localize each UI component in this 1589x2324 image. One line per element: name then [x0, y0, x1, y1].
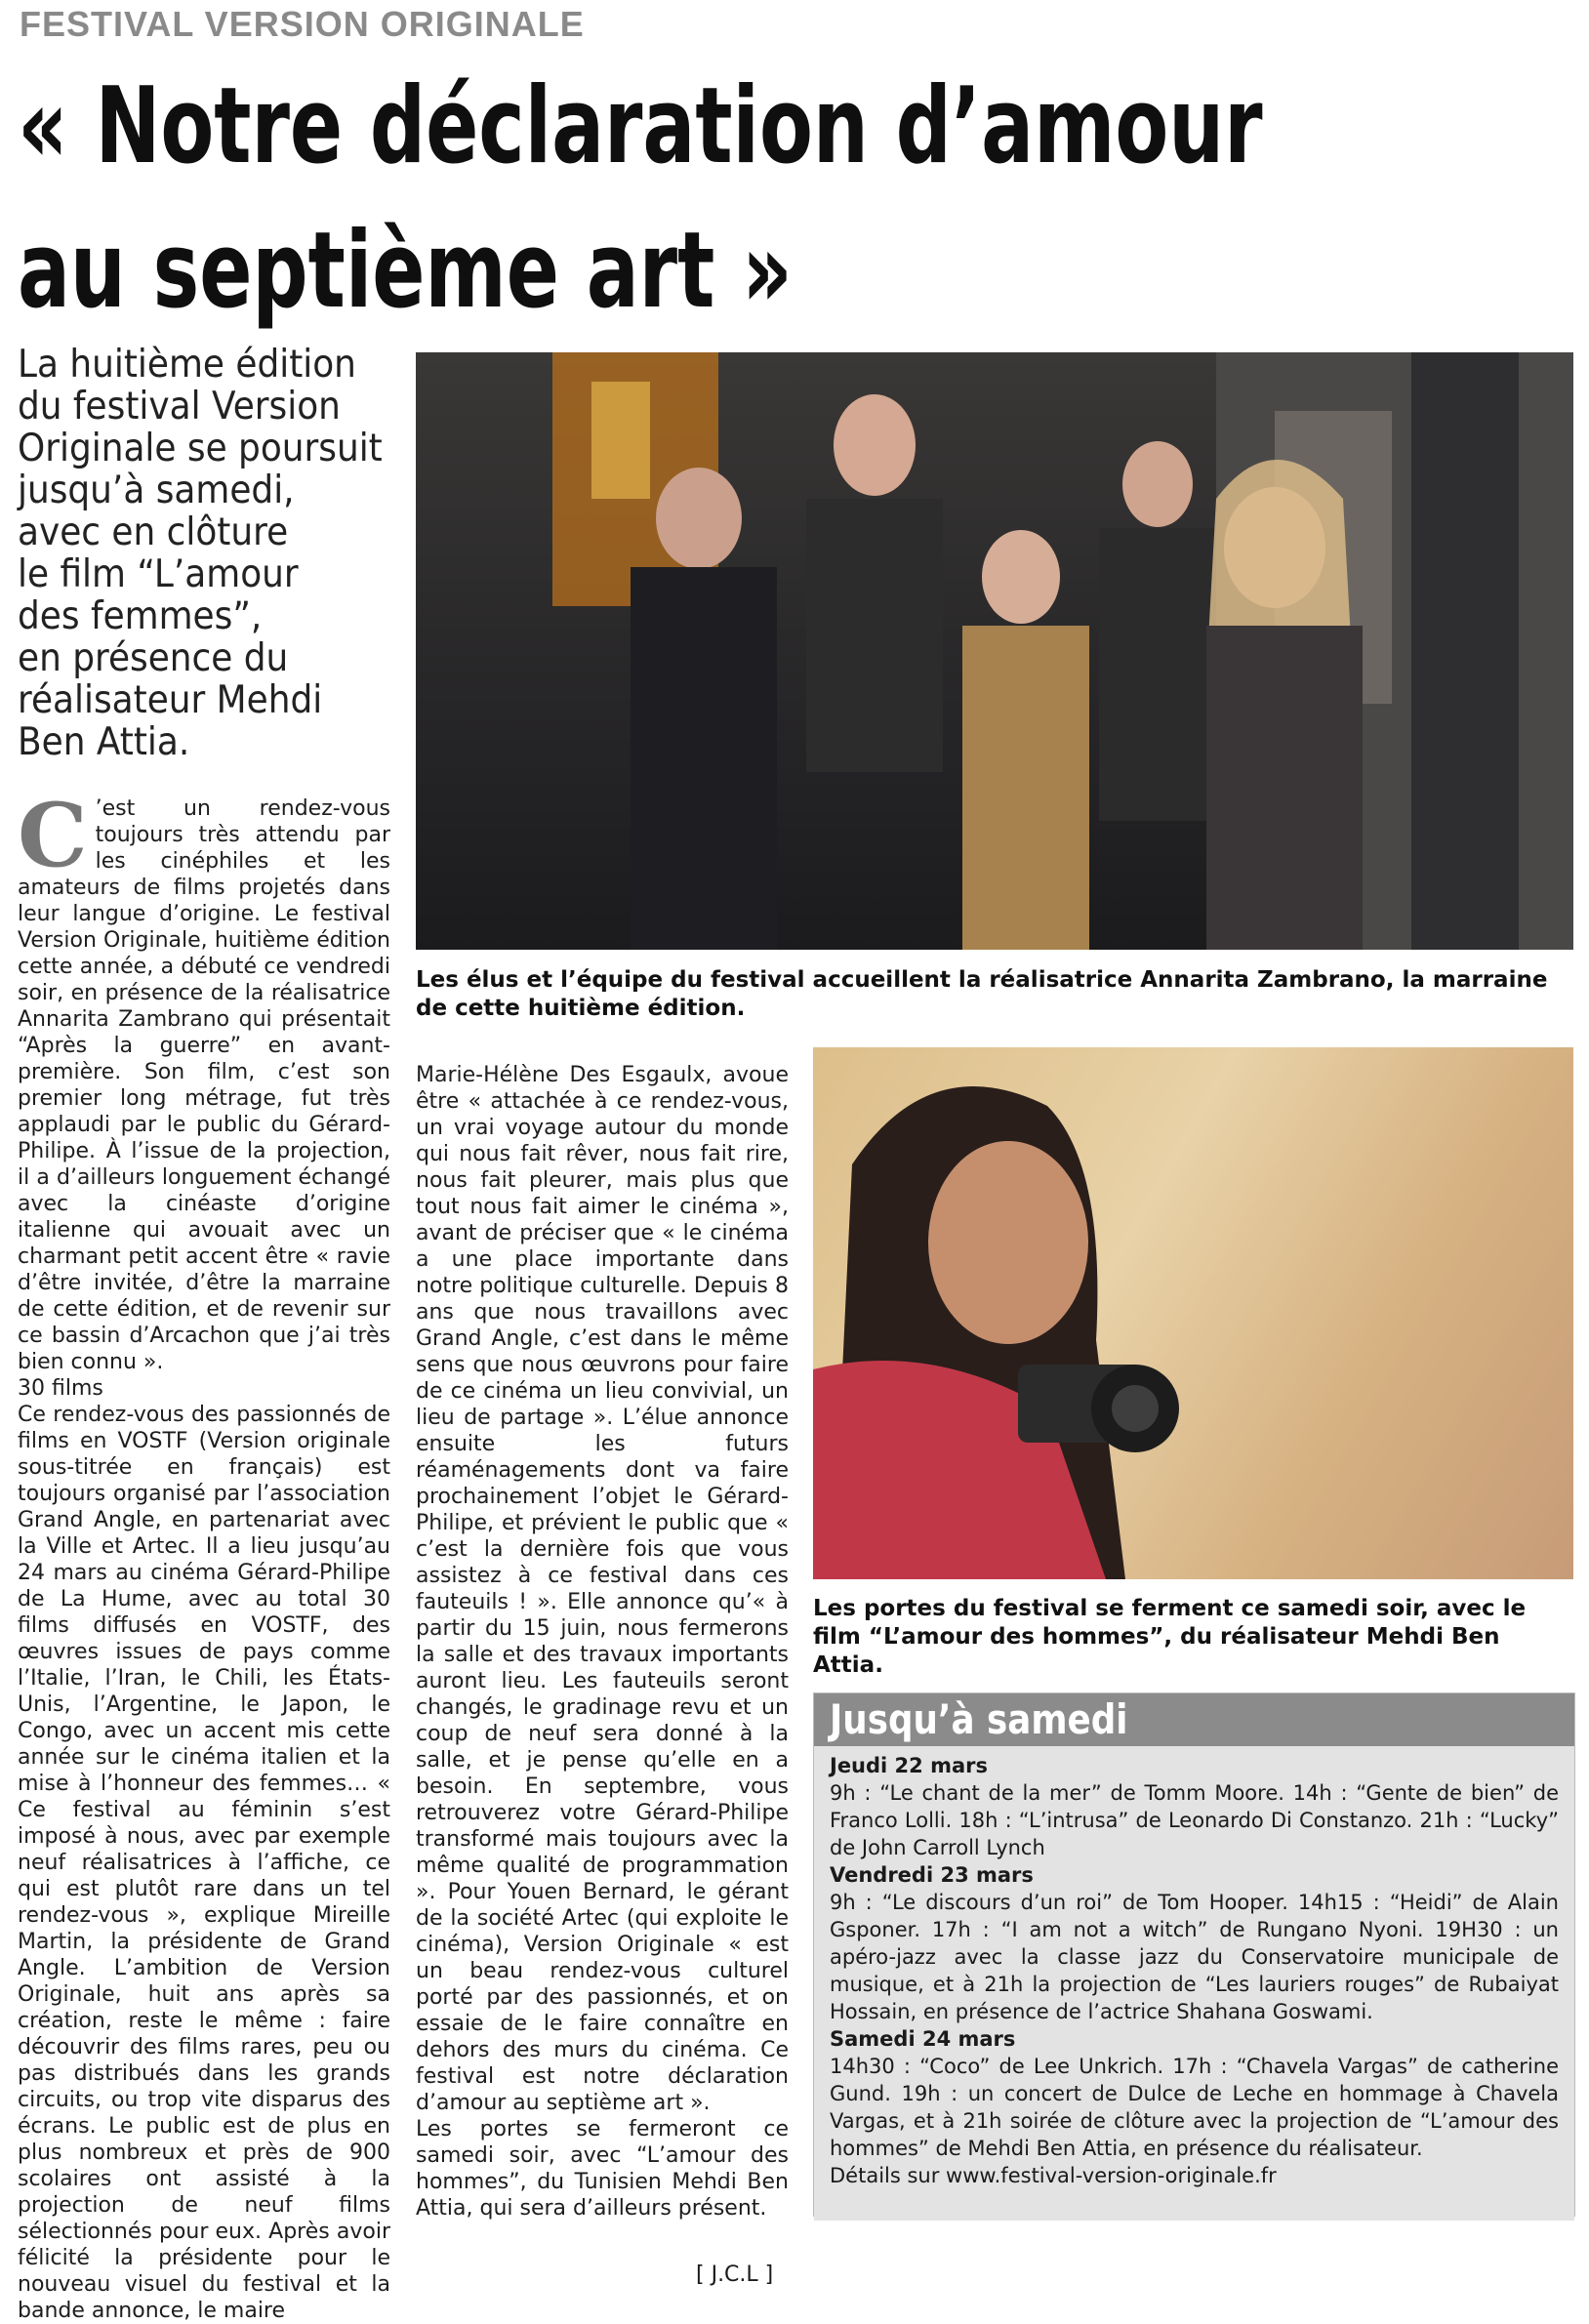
paragraph-4: Les portes se fermeront ce samedi soir, avec “L’amour des hommes”, du Tunisien Mehdi Ben Attia, qui sera d’ailleurs présent. [416, 2117, 789, 2221]
lead-line: le film “L’amour [18, 552, 299, 596]
lead-line: jusqu’à samedi, [18, 469, 295, 512]
photo-actress-camera [813, 1047, 1573, 1579]
article-column-2 [416, 1062, 789, 2282]
schedule-day-1: Jeudi 22 mars [830, 1754, 988, 1777]
schedule-day-1-text: 9h : “Le chant de la mer” de Tomm Moore. 14h : “Gente de bien” de Franco Lolli. 18h : “L’intrusa” de Leonardo Di Constanzo. 21h : “Lucky” de John Carroll Lynch [830, 1781, 1559, 1859]
photo-actress-camera-illustration [813, 1047, 1573, 1579]
author-signature: [ J.C.L ] [696, 2263, 774, 2287]
drop-cap: C [18, 784, 88, 887]
headline-line-1: « Notre déclaration d’amour [18, 65, 1263, 187]
photo-caption-actress: Les portes du festival se ferment ce samedi soir, avec le film “L’amour des hommes”, du réalisateur Mehdi Ben Attia. [813, 1596, 1527, 1678]
lead-line: des femmes”, [18, 594, 263, 638]
schedule-box-title [814, 1693, 1574, 1746]
lead-line: avec en clôture [18, 510, 289, 554]
article-column-1 [18, 784, 390, 2323]
paragraph-2: Ce rendez-vous des passionnés de films en VOSTF (Version originale sous-titrée en français) est toujours organisé par l’association Grand Angle, en partenariat avec la Ville et Artec. Il a lieu jusqu’au 24 mars au cinéma Gérard-Philipe de La Hume, avec au total 30 films diffusés en VOSTF, des œuvres issues de pays comme l’Italie, l’Iran, le Chili, les États-Unis, l’Argentine, le Japon, le Congo, avec un accent mis cette année sur le cinéma italien et la mise à l’honneur des femmes… « Ce festival au féminin s’est imposé à nous, avec par exemple neuf réalisatrices à l’affiche, ce qui est plutôt rare dans un tel rendez-vous », explique Mireille Martin, la présidente de Grand Angle. L’ambition de Version Originale, huit ans après sa création, reste le même : faire découvrir des films rares, peu ou pas distribués dans les grands circuits, ou trop vite disparus des écrans. Le public est de plus en plus nombreux et près de 900 scolaires ont assisté à la projection de neuf films sélectionnés pour eux. Après avoir félicité la présidente pour le nouveau visuel du festival et la bande annonce, le maire [18, 1403, 390, 2323]
article-headline [18, 55, 1263, 344]
schedule-day-2-text: 9h : “Le discours d’un roi” de Tom Hooper. 14h15 : “Heidi” de Alain Gsponer. 17h : “I am not a witch” de Rungano Nyoni. 19H30 : un apéro-jazz avec la classe jazz du Conservatoire municipale de musique, et à 21h la projection de “Les lauriers rouges” de Rubaiyat Hossain, en présence de l’actrice Shahana Goswami. [830, 1891, 1559, 2023]
schedule-day-3: Samedi 24 mars [830, 2027, 1016, 2051]
schedule-box-title-text: Jusqu’à samedi [830, 1695, 1128, 1743]
schedule-details-link: Détails sur www.festival-version-originale.fr [830, 2164, 1277, 2187]
lead-line: Originale se poursuit [18, 427, 383, 470]
paragraph-1 [18, 784, 390, 1375]
article-lead [18, 343, 383, 764]
schedule-box [813, 1692, 1575, 2217]
lead-line: du festival Version [18, 385, 341, 428]
paragraph-3: Marie-Hélène Des Esgaulx, avoue être « attachée à ce rendez-vous, un vrai voyage autour du monde qui nous fait rêver, nous fait rire, nous fait pleurer, mais plus que tout nous fait aimer le cinéma », avant de préciser que « le cinéma a une place importante dans notre politique culturelle. Depuis 8 ans que nous travaillons avec Grand Angle, c’est dans le même sens que nous œuvrons pour faire de ce cinéma un lieu convivial, un lieu de partage ». L’élue annonce ensuite les futurs réaménagements dont va faire prochainement l’objet le Gérard-Philipe, et prévient le public que « c’est la dernière fois que vous assistez à ce festival dans ces fauteuils ! ». Elle annonce qu’« à partir du 15 juin, nous fermerons la salle et des travaux importants auront lieu. Les fauteuils seront changés, le gradinage revu et un coup de neuf sera donné à la salle, et je pense qu’elle en a besoin. En septembre, vous retrouverez votre Gérard-Philipe transformé mais toujours avec la même qualité de programmation ». Pour Youen Bernard, le gérant de la société Artec (qui exploite le cinéma), Version Originale « est un beau rendez-vous culturel porté par des passionnés, et on essaie de le faire connaître en dehors des murs du cinéma. Ce festival est notre déclaration d’amour au septième art ». [416, 1063, 789, 2115]
paragraph-1-text: ’est un rendez-vous toujours très attendu par les cinéphiles et les amateurs de films projetés dans leur langue d’origine. Le festival Version Originale, huitième édition cette année, a débuté ce vendredi soir, en présence de la réalisatrice Annarita Zambrano qui présentait “Après la guerre” en avant-première. Son film, c’est son premier long métrage, fut très applaudi par le public du Gérard-Philipe. À l’issue de la projection, il a d’ailleurs longuement échangé avec la cinéaste d’origine italienne qui avouait avec un charmant petit accent être « ravie d’être invitée, d’être la marraine de cette édition, et de revenir sur ce bassin d’Arcachon que j’ai très bien connu ». [18, 796, 390, 1374]
photo-caption-team: Les élus et l’équipe du festival accueillent la réalisatrice Annarita Zambrano, la marraine de cette huitième édition. [416, 967, 1548, 1021]
schedule-day-2: Vendredi 23 mars [830, 1863, 1034, 1887]
lead-line: réalisateur Mehdi [18, 678, 323, 722]
headline-line-2: au septième art » [18, 210, 793, 332]
lead-line: Ben Attia. [18, 720, 190, 764]
photo-festival-team-illustration [416, 352, 1573, 950]
photo-festival-team [416, 352, 1573, 950]
schedule-box-body [814, 1746, 1574, 2221]
lead-line: La huitième édition [18, 343, 356, 387]
section-kicker: FESTIVAL VERSION ORIGINALE [20, 4, 585, 44]
lead-line: en présence du [18, 636, 289, 680]
subheading: 30 films [18, 1376, 103, 1401]
schedule-day-3-text: 14h30 : “Coco” de Lee Unkrich. 17h : “Chavela Vargas” de catherine Gund. 19h : un concert de Dulce de Leche en hommage à Chavela Vargas, et à 21h soirée de clôture avec la projection de “L’amour des hommes” de Mehdi Ben Attia, en présence du réalisateur. [830, 2055, 1559, 2160]
